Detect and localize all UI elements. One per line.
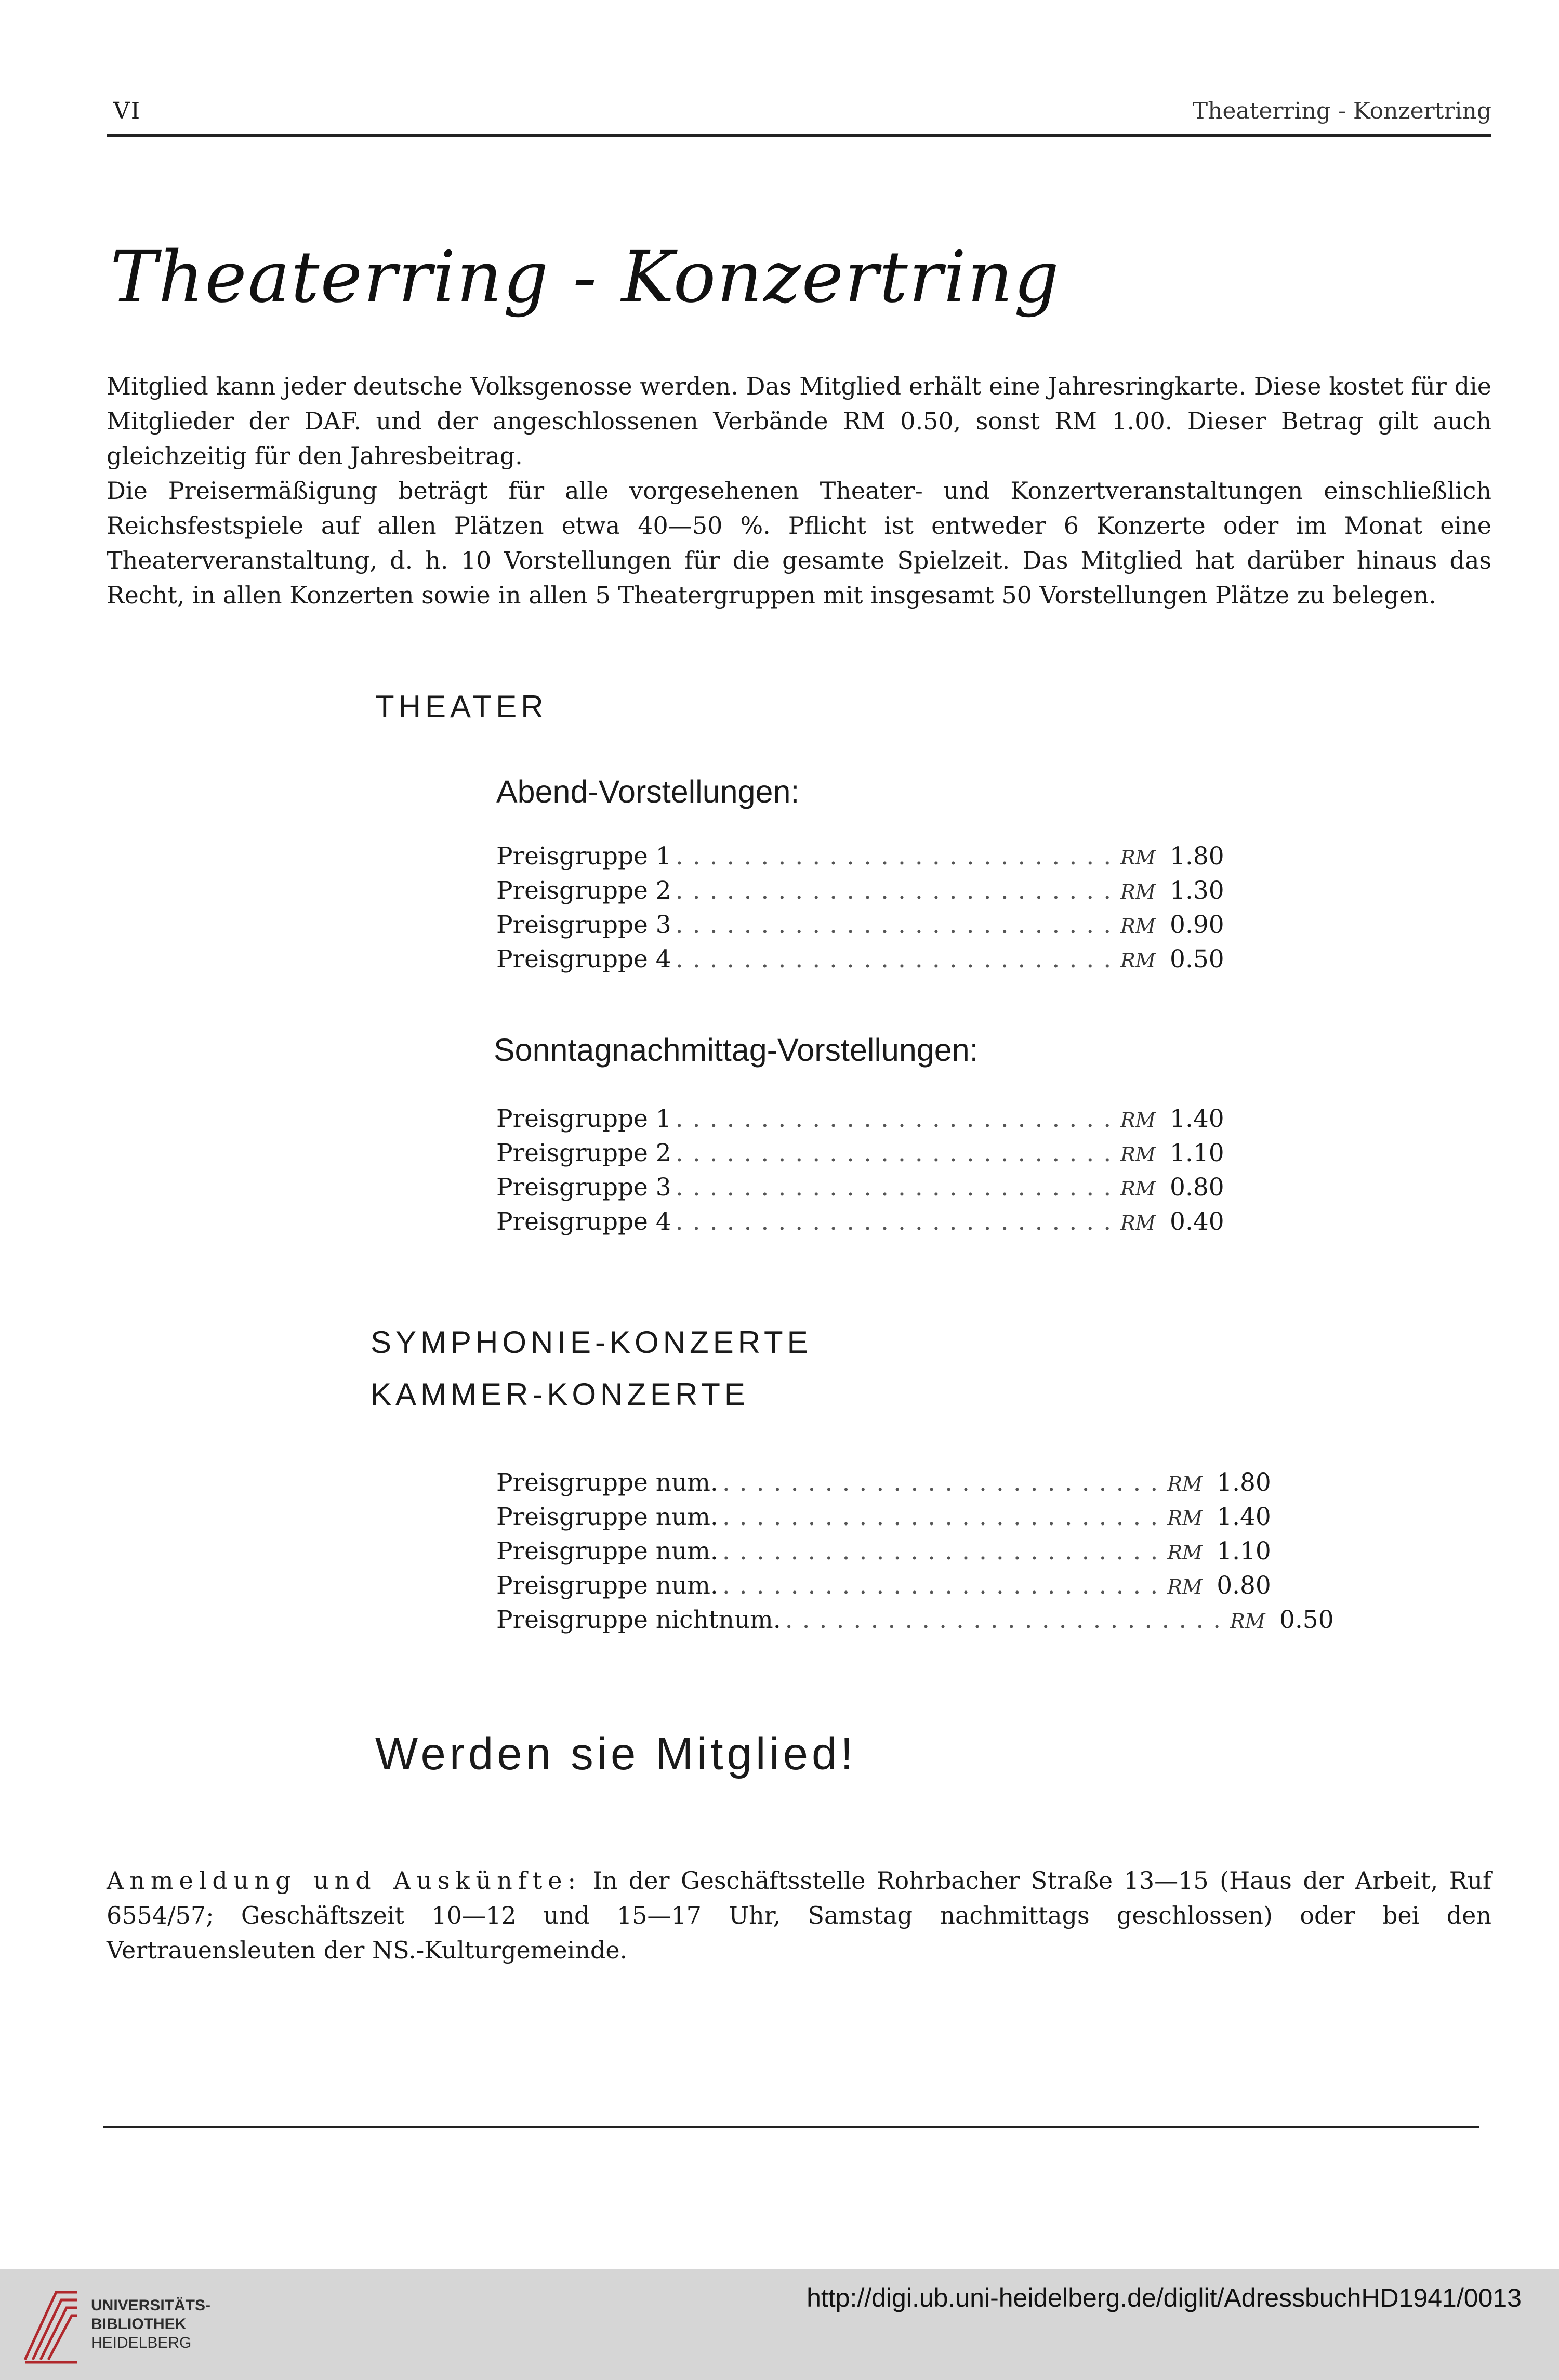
leader-dots: .......................... — [675, 1104, 1121, 1133]
price-value: 1.10 — [1217, 1537, 1271, 1566]
leader-dots: .......................... — [675, 1173, 1121, 1202]
price-row — [496, 1173, 1224, 1207]
price-value: 0.80 — [1170, 1173, 1224, 1202]
price-row — [496, 1537, 1271, 1571]
currency-symbol: RM — [1167, 1507, 1203, 1530]
registration-lead: Anmeldung und Auskünfte: — [107, 1866, 582, 1895]
price-row — [496, 842, 1224, 876]
price-value: 1.40 — [1217, 1503, 1271, 1531]
membership-call: Werden sie Mitglied! — [375, 1729, 857, 1779]
currency-symbol: RM — [1167, 1575, 1203, 1598]
currency-symbol: RM — [1120, 1109, 1156, 1132]
registration-text: In der Geschäftsstelle Rohrbacher Straße 13—15 (Haus der Arbeit, Ruf 6554/57; Geschäftszeit 10—12 und 15—17 Uhr, Samstag nachmittags geschlossen) oder bei den Vertrauensleuten der NS.-Kulturgemeinde. — [107, 1866, 1491, 1964]
price-group-label: Preisgruppe 1 — [496, 1104, 671, 1133]
kammer-heading: KAMMER-KONZERTE — [371, 1377, 749, 1412]
header-rule — [107, 134, 1491, 137]
price-group-label: Preisgruppe num. — [496, 1468, 718, 1497]
leader-dots: .......................... — [675, 876, 1121, 905]
page-title: Theaterring - Konzertring — [110, 236, 1060, 319]
price-row — [496, 911, 1224, 945]
page-number: VI — [113, 98, 141, 124]
price-value: 0.90 — [1170, 911, 1224, 939]
library-line-1: UNIVERSITÄTS- — [91, 2297, 211, 2314]
library-name — [91, 2296, 210, 2352]
price-value: 0.40 — [1170, 1207, 1224, 1236]
price-row — [496, 1571, 1271, 1606]
leader-dots: .......................... — [785, 1606, 1231, 1634]
currency-symbol: RM — [1120, 949, 1156, 972]
price-group-label: Preisgruppe num. — [496, 1503, 718, 1531]
currency-symbol: RM — [1120, 1177, 1156, 1200]
currency-symbol: RM — [1120, 1212, 1156, 1234]
price-value: 1.40 — [1170, 1104, 1224, 1133]
price-group-label: Preisgruppe 4 — [496, 1207, 671, 1236]
price-row — [496, 1503, 1271, 1537]
price-group-label: Preisgruppe 3 — [496, 1173, 671, 1202]
abend-price-list — [496, 842, 1224, 979]
leader-dots: .......................... — [675, 945, 1121, 974]
price-group-label: Preisgruppe 3 — [496, 911, 671, 939]
currency-symbol: RM — [1167, 1472, 1203, 1495]
price-row — [496, 1207, 1224, 1242]
price-value: 1.80 — [1217, 1468, 1271, 1497]
price-row — [496, 1104, 1224, 1139]
leader-dots: .......................... — [675, 911, 1121, 939]
footer-rule — [103, 2126, 1479, 2128]
intro-paragraph-2: Die Preisermäßigung beträgt für alle vorgesehenen Theater- und Konzertveranstaltungen einschließlich Reichsfestspiele auf allen Plätzen etwa 40—50 %. Pflicht ist entweder 6 Konzerte oder im Monat eine Theaterveranstaltung, d. h. 10 Vorstellungen für die gesamte Spielzeit. Das Mitglied hat darüber hinaus das Recht, in allen Konzerten sowie in allen 5 Theatergruppen mit insgesamt 50 Vorstellungen Plätze zu belegen. — [107, 477, 1491, 609]
price-value: 1.10 — [1170, 1139, 1224, 1167]
price-value: 0.80 — [1217, 1571, 1271, 1600]
price-group-label: Preisgruppe 2 — [496, 1139, 671, 1167]
price-group-label: Preisgruppe 4 — [496, 945, 671, 974]
running-title: Theaterring - Konzertring — [1192, 98, 1491, 124]
intro-paragraph-1: Mitglied kann jeder deutsche Volksgenosse werden. Das Mitglied erhält eine Jahresringkarte. Diese kostet für die Mitglieder der DAF. und der angeschlossenen Verbände RM 0.50, sonst RM 1.00. Dieser Betrag gilt auch gleichzeitig für den Jahresbeitrag. — [107, 372, 1491, 470]
price-row — [496, 945, 1224, 979]
theater-heading: THEATER — [375, 689, 548, 724]
price-value: 1.80 — [1170, 842, 1224, 871]
price-row — [496, 1468, 1271, 1503]
currency-symbol: RM — [1120, 880, 1156, 903]
sonntag-heading: Sonntagnachmittag-Vorstellungen: — [494, 1032, 979, 1068]
registration-info — [107, 1863, 1491, 1968]
sonntag-price-list — [496, 1104, 1224, 1242]
intro-text — [107, 369, 1491, 613]
currency-symbol: RM — [1230, 1610, 1265, 1633]
price-group-label: Preisgruppe 1 — [496, 842, 671, 871]
leader-dots: .......................... — [722, 1503, 1168, 1531]
currency-symbol: RM — [1120, 915, 1156, 938]
currency-symbol: RM — [1167, 1541, 1203, 1564]
price-row — [496, 876, 1224, 911]
symphonie-heading: SYMPHONIE-KONZERTE — [371, 1325, 812, 1360]
currency-symbol: RM — [1120, 1143, 1156, 1166]
price-value: 1.30 — [1170, 876, 1224, 905]
library-line-3: HEIDELBERG — [91, 2334, 192, 2351]
leader-dots: .......................... — [675, 842, 1121, 871]
price-value: 0.50 — [1279, 1606, 1334, 1634]
price-group-label: Preisgruppe nichtnum. — [496, 1606, 781, 1634]
price-group-label: Preisgruppe 2 — [496, 876, 671, 905]
price-group-label: Preisgruppe num. — [496, 1571, 718, 1600]
library-logo-icon — [20, 2277, 82, 2370]
leader-dots: .......................... — [722, 1468, 1168, 1497]
price-value: 0.50 — [1170, 945, 1224, 974]
source-url-link[interactable]: http://digi.ub.uni-heidelberg.de/diglit/AdressbuchHD1941/0013 — [807, 2283, 1522, 2312]
leader-dots: .......................... — [722, 1571, 1168, 1600]
konzert-price-list — [496, 1468, 1334, 1640]
price-row — [496, 1606, 1334, 1640]
library-line-2: BIBLIOTHEK — [91, 2316, 187, 2333]
abend-heading: Abend-Vorstellungen: — [496, 774, 800, 809]
price-group-label: Preisgruppe num. — [496, 1537, 718, 1566]
leader-dots: .......................... — [722, 1537, 1168, 1566]
currency-symbol: RM — [1120, 846, 1156, 869]
leader-dots: .......................... — [675, 1139, 1121, 1167]
price-row — [496, 1139, 1224, 1173]
leader-dots: .......................... — [675, 1207, 1121, 1236]
